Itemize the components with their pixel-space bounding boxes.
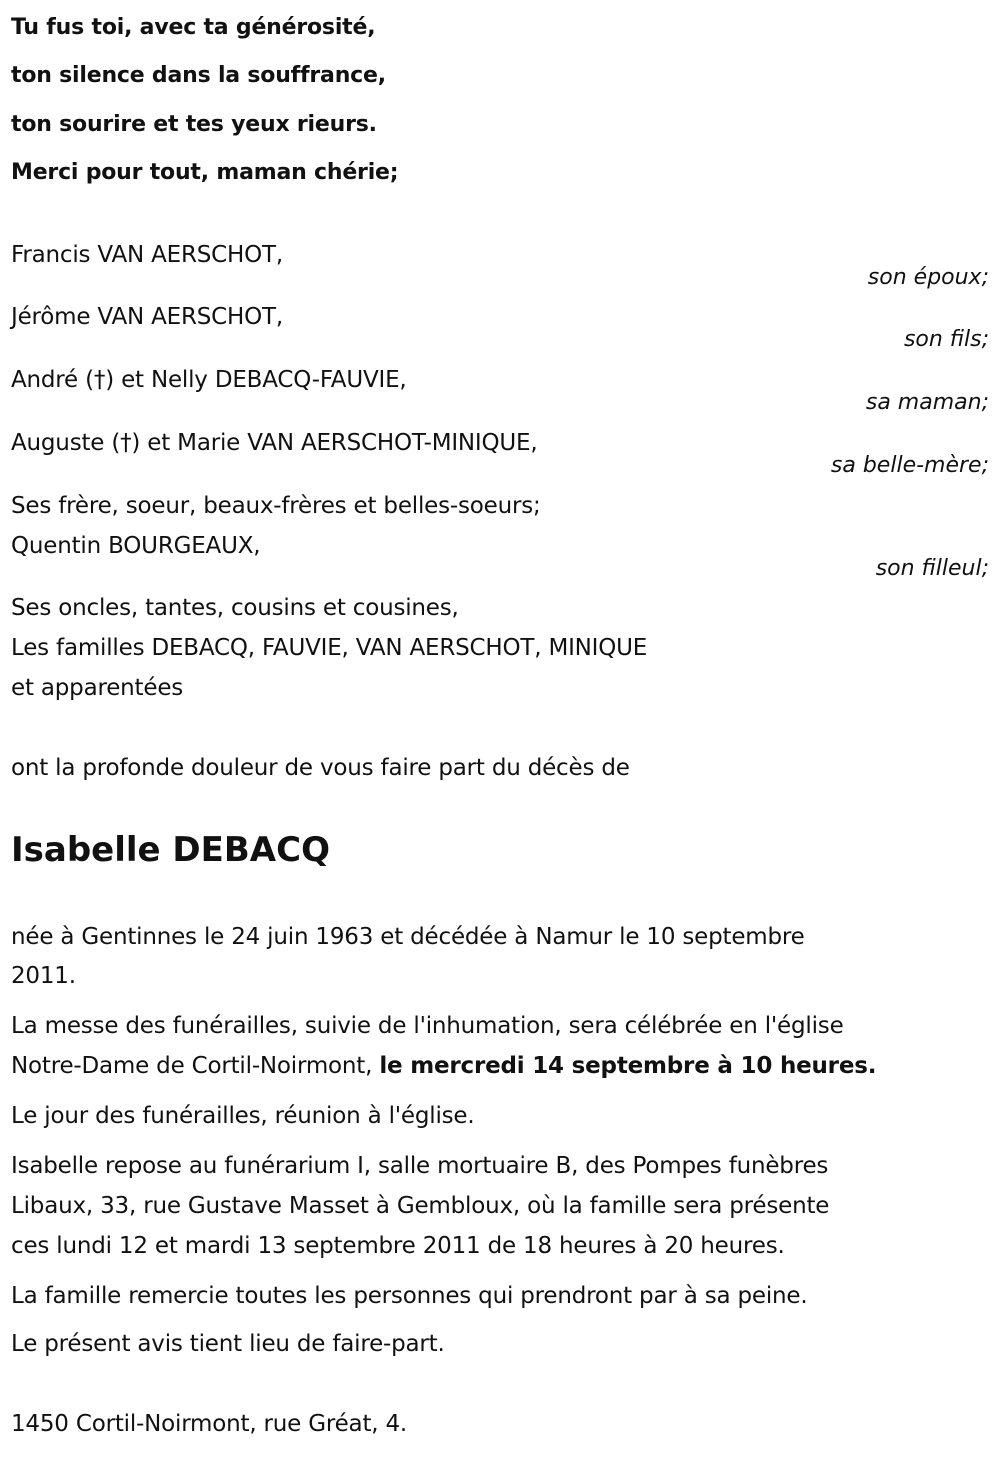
- family-relation: sa belle-mère;: [830, 453, 989, 478]
- birth-line: 2011.: [11, 963, 76, 989]
- family-relation: son époux;: [867, 265, 989, 290]
- family-name: Quentin BOURGEAUX,: [11, 533, 261, 559]
- family-name: Ses frère, soeur, beaux-frères et belles-soeurs;: [11, 493, 541, 519]
- birth-line: née à Gentinnes le 24 juin 1963 et décédée à Namur le 10 septembre: [11, 924, 805, 950]
- announcement: ont la profonde douleur de vous faire part du décès de: [11, 755, 630, 781]
- family-name: Francis VAN AERSCHOT,: [11, 242, 283, 268]
- poem-line: ton sourire et tes yeux rieurs.: [11, 112, 377, 137]
- family-name: et apparentées: [11, 675, 184, 701]
- thanks-line: La famille remercie toutes les personnes qui prendront par à sa peine.: [11, 1283, 808, 1309]
- meeting-line: Le jour des funérailles, réunion à l'église.: [11, 1103, 475, 1129]
- mass-line: La messe des funérailles, suivie de l'inhumation, sera célébrée en l'église: [11, 1013, 844, 1039]
- address: 1450 Cortil-Noirmont, rue Gréat, 4.: [11, 1411, 408, 1437]
- mass-location: Notre-Dame de Cortil-Noirmont,: [11, 1053, 380, 1079]
- poem-line: ton silence dans la souffrance,: [11, 63, 386, 88]
- family-name: Les familles DEBACQ, FAUVIE, VAN AERSCHOT, MINIQUE: [11, 635, 648, 661]
- family-name: Ses oncles, tantes, cousins et cousines,: [11, 595, 459, 621]
- poem-line: Merci pour tout, maman chérie;: [11, 160, 399, 185]
- mass-date: le mercredi 14 septembre à 10 heures.: [379, 1053, 877, 1079]
- family-name: Jérôme VAN AERSCHOT,: [11, 304, 284, 330]
- family-name: André (†) et Nelly DEBACQ-FAUVIE,: [11, 367, 407, 393]
- family-relation: sa maman;: [865, 390, 989, 415]
- family-relation: son filleul;: [875, 556, 989, 581]
- family-relation: son fils;: [903, 327, 989, 352]
- rest-line: Isabelle repose au funérarium I, salle mortuaire B, des Pompes funèbres: [11, 1153, 829, 1179]
- rest-line: Libaux, 33, rue Gustave Masset à Gembloux, où la famille sera présente: [11, 1193, 830, 1219]
- family-name: Auguste (†) et Marie VAN AERSCHOT-MINIQUE,: [11, 430, 538, 456]
- notice-line: Le présent avis tient lieu de faire-part.: [11, 1331, 445, 1357]
- mass-line: [11, 1051, 876, 1081]
- deceased-name: Isabelle DEBACQ: [11, 830, 330, 870]
- poem-line: Tu fus toi, avec ta générosité,: [11, 15, 376, 40]
- rest-line: ces lundi 12 et mardi 13 septembre 2011 de 18 heures à 20 heures.: [11, 1233, 785, 1259]
